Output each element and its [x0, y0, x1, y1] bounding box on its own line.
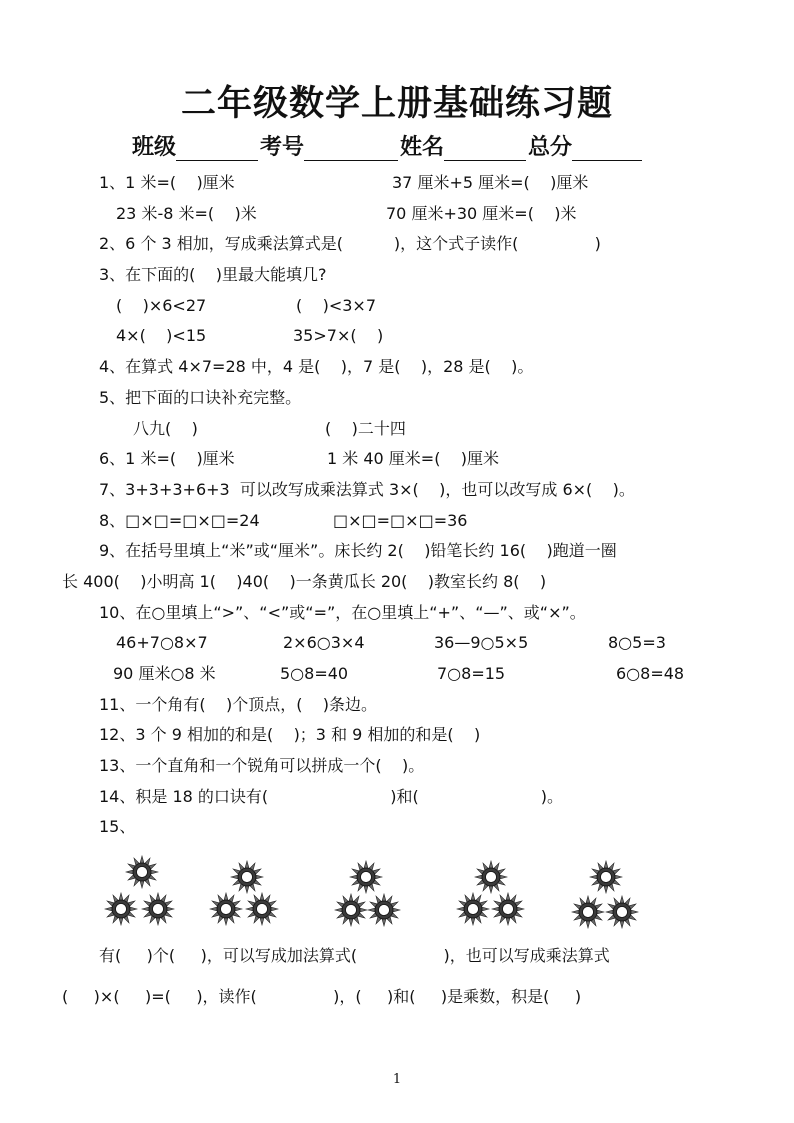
name-blank	[444, 138, 526, 161]
total-label: 总分	[528, 135, 573, 160]
sun-flower-icon	[141, 892, 175, 926]
question-13: 13、一个直角和一个锐角可以拼成一个( )。	[99, 756, 425, 775]
question-14: 14、积是 18 的口诀有( )和( )。	[99, 787, 563, 806]
question-5a: 八九( )	[133, 419, 198, 438]
sun-flower-icon	[491, 892, 525, 926]
name-label: 姓名	[400, 135, 445, 160]
question-10f: 5○8=40	[280, 664, 349, 683]
class-blank	[176, 138, 258, 161]
exam-no-blank	[304, 138, 398, 161]
question-15-line2: ( )×( )=( )，读作( )，( )和( )是乘数，积是( )	[62, 987, 582, 1006]
exam-no-label: 考号	[260, 135, 305, 160]
question-7: 7、3+3+3+6+3 可以改写成乘法算式 3×( )，也可以改写成 6×( )。	[99, 480, 635, 499]
info-row	[132, 130, 644, 161]
question-1c: 23 米-8 米=( )米	[116, 204, 257, 223]
question-3d: 35>7×( )	[293, 326, 384, 345]
page-number: 1	[392, 1072, 402, 1087]
sun-flower-icon	[230, 860, 264, 894]
question-10e: 90 厘米○8 米	[113, 664, 216, 683]
class-label: 班级	[132, 135, 177, 160]
question-9-line2: 长 400( )小明高 1( )40( )一条黄瓜长 20( )教室长约 8( )	[62, 572, 547, 591]
question-3: 3、在下面的( )里最大能填几?	[99, 265, 327, 284]
sun-flower-icon	[474, 860, 508, 894]
question-6b: 1 米 40 厘米=( )厘米	[327, 449, 500, 468]
question-10: 10、在○里填上“>”、“<”或“=”，在○里填上“+”、“—”、或“×”。	[99, 603, 586, 622]
question-4: 4、在算式 4×7=28 中，4 是( )，7 是( )，28 是( )。	[99, 357, 534, 376]
question-15-line1: 有( )个( )，可以写成加法算式( )，也可以写成乘法算式	[99, 946, 610, 965]
sun-flower-icon	[104, 892, 138, 926]
question-15: 15、	[99, 817, 136, 836]
total-blank	[572, 138, 642, 161]
question-10g: 7○8=15	[437, 664, 506, 683]
question-1b: 37 厘米+5 厘米=( )厘米	[392, 173, 589, 192]
sun-flower-icon	[334, 893, 368, 927]
sun-flower-icon	[125, 855, 159, 889]
question-5: 5、把下面的口诀补充完整。	[99, 388, 302, 407]
question-1a: 1、1 米=( )厘米	[99, 173, 235, 192]
question-1d: 70 厘米+30 厘米=( )米	[386, 204, 577, 223]
sun-flower-icon	[589, 860, 623, 894]
sun-flower-icon	[571, 895, 605, 929]
sun-flower-icon	[349, 860, 383, 894]
question-10c: 36—9○5×5	[434, 633, 529, 652]
question-8b: □×□=□×□=36	[333, 511, 468, 530]
question-3b: ( )<3×7	[296, 296, 376, 315]
question-6a: 6、1 米=( )厘米	[99, 449, 235, 468]
question-12: 12、3 个 9 相加的和是( )；3 和 9 相加的和是( )	[99, 725, 481, 744]
question-10h: 6○8=48	[616, 664, 685, 683]
page-title: 二年级数学上册基础练习题	[180, 84, 613, 124]
question-11: 11、一个角有( )个顶点，( )条边。	[99, 695, 378, 714]
question-3c: 4×( )<15	[116, 326, 207, 345]
question-2: 2、6 个 3 相加，写成乘法算式是( )，这个式子读作( )	[99, 234, 601, 253]
sun-flower-icon	[605, 895, 639, 929]
question-3a: ( )×6<27	[116, 296, 207, 315]
question-10a: 46+7○8×7	[116, 633, 208, 652]
question-10b: 2×6○3×4	[283, 633, 365, 652]
question-8a: 8、□×□=□×□=24	[99, 511, 260, 530]
sun-flower-icon	[367, 893, 401, 927]
sun-flower-icon	[456, 892, 490, 926]
question-10d: 8○5=3	[608, 633, 666, 652]
sun-flower-icon	[245, 892, 279, 926]
sun-flower-icon	[209, 892, 243, 926]
question-9-line1: 9、在括号里填上“米”或“厘米”。床长约 2( )铅笔长约 16( )跑道一圈	[99, 541, 617, 560]
question-5b: ( )二十四	[325, 419, 406, 438]
